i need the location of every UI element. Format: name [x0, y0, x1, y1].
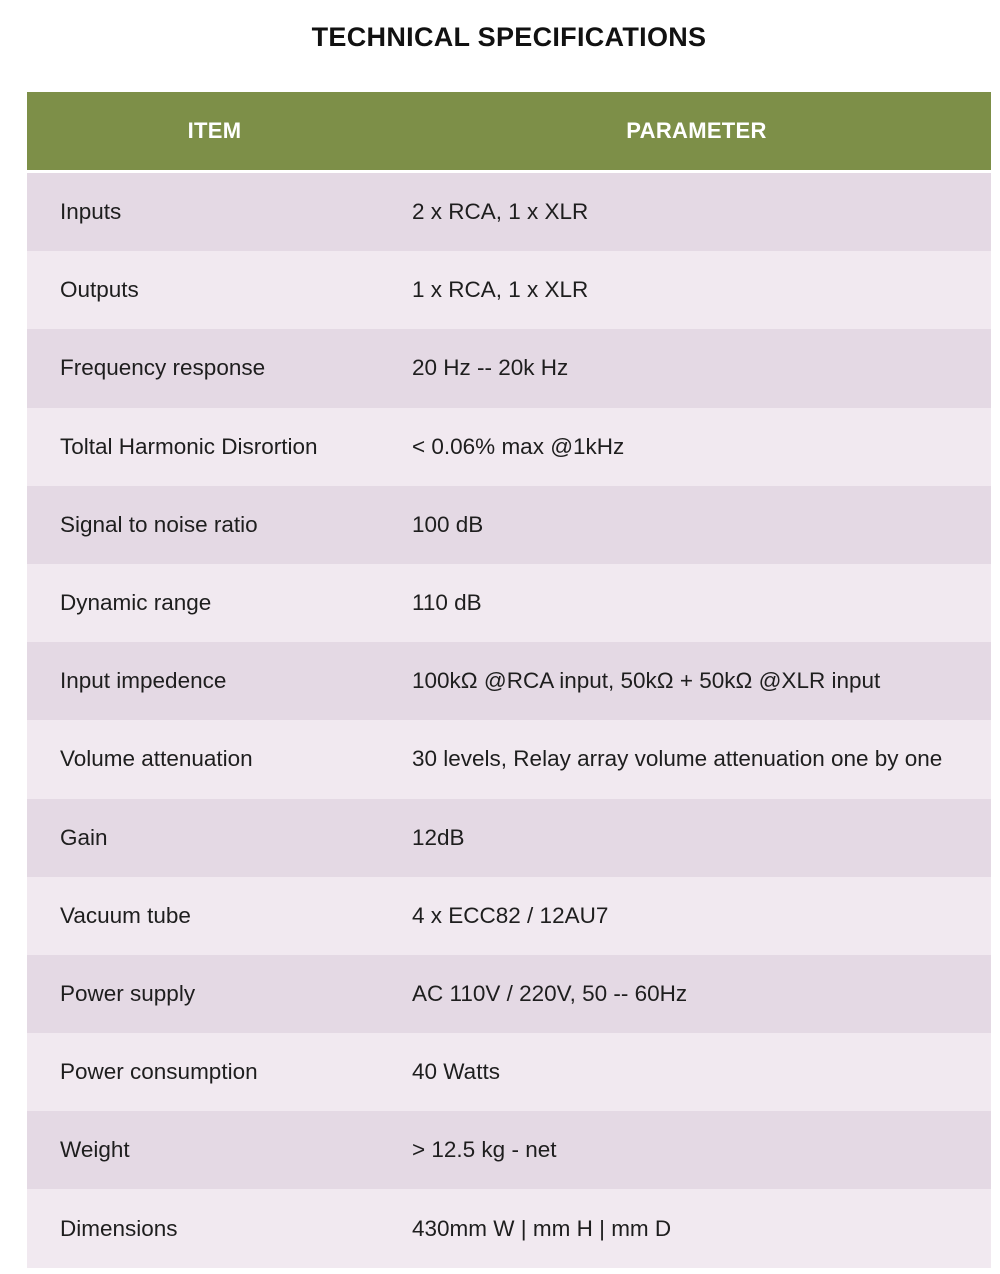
- row-item-label: Signal to noise ratio: [60, 511, 258, 537]
- table-row: [27, 877, 991, 955]
- row-item-label: Toltal Harmonic Disrortion: [60, 433, 318, 459]
- row-item-label: Gain: [60, 824, 108, 850]
- row-item-label: Volume attenuation: [60, 746, 253, 772]
- table-row: [27, 955, 991, 1033]
- row-parameter-value: > 12.5 kg - net: [412, 1137, 557, 1163]
- row-item-label: Inputs: [60, 199, 122, 225]
- row-item-label: Dynamic range: [60, 590, 212, 616]
- row-parameter-value: 40 Watts: [412, 1059, 500, 1085]
- table-row: [27, 329, 991, 407]
- table-header: [27, 92, 991, 170]
- row-parameter-value: 100 dB: [412, 511, 484, 537]
- row-parameter-value: 20 Hz -- 20k Hz: [412, 355, 569, 381]
- row-item-label: Weight: [60, 1137, 130, 1163]
- table-body: [27, 173, 991, 1268]
- table-row: [27, 1111, 991, 1189]
- row-item-label: Dimensions: [60, 1215, 178, 1241]
- table-row: [27, 1033, 991, 1111]
- row-parameter-value: 430mm W | mm H | mm D: [412, 1215, 672, 1241]
- row-item-label: Power consumption: [60, 1059, 258, 1085]
- table-row: [27, 486, 991, 564]
- table-row: [27, 408, 991, 486]
- row-parameter-value: 12dB: [412, 824, 465, 850]
- row-item-label: Input impedence: [60, 668, 227, 694]
- table-row: [27, 1189, 991, 1267]
- spec-table: [27, 92, 991, 1268]
- row-parameter-value: 2 x RCA, 1 x XLR: [412, 199, 589, 225]
- row-parameter-value: 100kΩ @RCA input, 50kΩ + 50kΩ @XLR input: [412, 668, 881, 694]
- header-item: ITEM: [187, 118, 242, 143]
- table-row: [27, 173, 991, 251]
- row-parameter-value: < 0.06% max @1kHz: [412, 433, 625, 459]
- row-item-label: Power supply: [60, 980, 196, 1006]
- row-parameter-value: 4 x ECC82 / 12AU7: [412, 902, 609, 928]
- table-row: [27, 251, 991, 329]
- page-title: TECHNICAL SPECIFICATIONS: [311, 22, 707, 52]
- row-item-label: Frequency response: [60, 355, 266, 381]
- table-row: [27, 564, 991, 642]
- row-parameter-value: AC 110V / 220V, 50 -- 60Hz: [412, 980, 688, 1006]
- row-parameter-value: 1 x RCA, 1 x XLR: [412, 277, 589, 303]
- table-row: [27, 720, 991, 798]
- row-parameter-value: 30 levels, Relay array volume attenuation one by one: [412, 746, 943, 772]
- row-parameter-value: 110 dB: [412, 590, 482, 616]
- header-parameter: PARAMETER: [626, 118, 767, 143]
- table-row: [27, 799, 991, 877]
- table-row: [27, 642, 991, 720]
- row-item-label: Outputs: [60, 277, 139, 303]
- row-item-label: Vacuum tube: [60, 902, 191, 928]
